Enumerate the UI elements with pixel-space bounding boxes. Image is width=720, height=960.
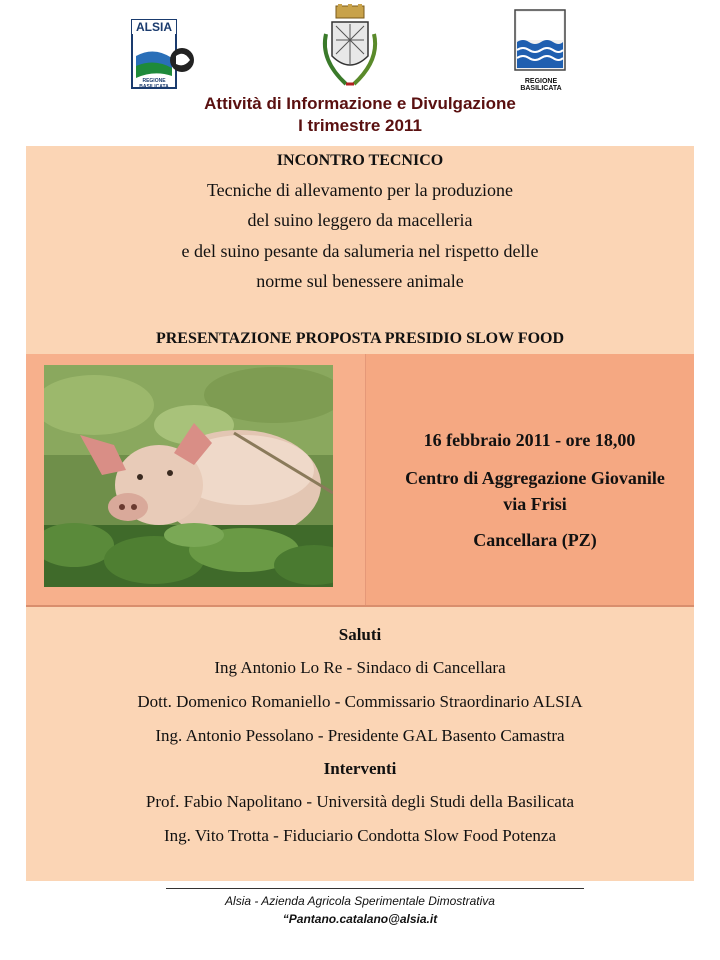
header-subtitle: I trimestre 2011 <box>298 116 422 135</box>
event-description-line: Tecniche di allevamento per la produzione <box>206 180 514 200</box>
interventi-heading: Interventi <box>323 759 397 778</box>
town-crest-logo <box>316 4 384 94</box>
pig-photo <box>44 365 333 587</box>
event-type: INCONTRO TECNICO <box>276 152 444 169</box>
event-description-line: norme sul benessere animale <box>256 271 464 291</box>
event-description-line: del suino leggero da macelleria <box>247 210 473 230</box>
event-town: Cancellara (PZ) <box>473 530 597 550</box>
saluti-item: Dott. Domenico Romaniello - Commissario Straordinario ALSIA <box>137 692 583 711</box>
footer-organization: Alsia - Azienda Agricola Sperimentale Dimostrativa <box>225 894 495 908</box>
regione-basilicata-logo <box>505 8 577 90</box>
alsia-logo-name: ALSIA <box>136 20 172 34</box>
saluti-item: Ing. Antonio Pessolano - Presidente GAL Basento Camastra <box>155 726 565 745</box>
alsia-logo-subtitle: REGIONE BASILICATA <box>139 78 169 90</box>
saluti-item: Ing Antonio Lo Re - Sindaco di Cancellara <box>214 658 506 677</box>
event-venue: Centro di Aggregazione Giovanile <box>405 468 665 488</box>
interventi-item: Ing. Vito Trotta - Fiduciario Condotta Slow Food Potenza <box>163 826 557 845</box>
footer-email: “Pantano.catalano@alsia.it <box>282 912 438 926</box>
saluti-heading: Saluti <box>338 625 382 644</box>
event-date-time: 16 febbraio 2011 - ore 18,00 <box>423 430 636 450</box>
regione-logo-caption: REGIONE BASILICATA <box>520 78 562 92</box>
footer-rule <box>166 888 584 889</box>
event-description-line: e del suino pesante da salumeria nel rispetto delle <box>181 241 539 261</box>
presentation-title: PRESENTAZIONE PROPOSTA PRESIDIO SLOW FOOD <box>155 330 565 347</box>
interventi-item: Prof. Fabio Napolitano - Università degli Studi della Basilicata <box>145 792 575 811</box>
event-street: via Frisi <box>503 494 567 514</box>
header-title: Attività di Informazione e Divulgazione <box>204 94 516 113</box>
alsia-logo <box>126 16 196 96</box>
